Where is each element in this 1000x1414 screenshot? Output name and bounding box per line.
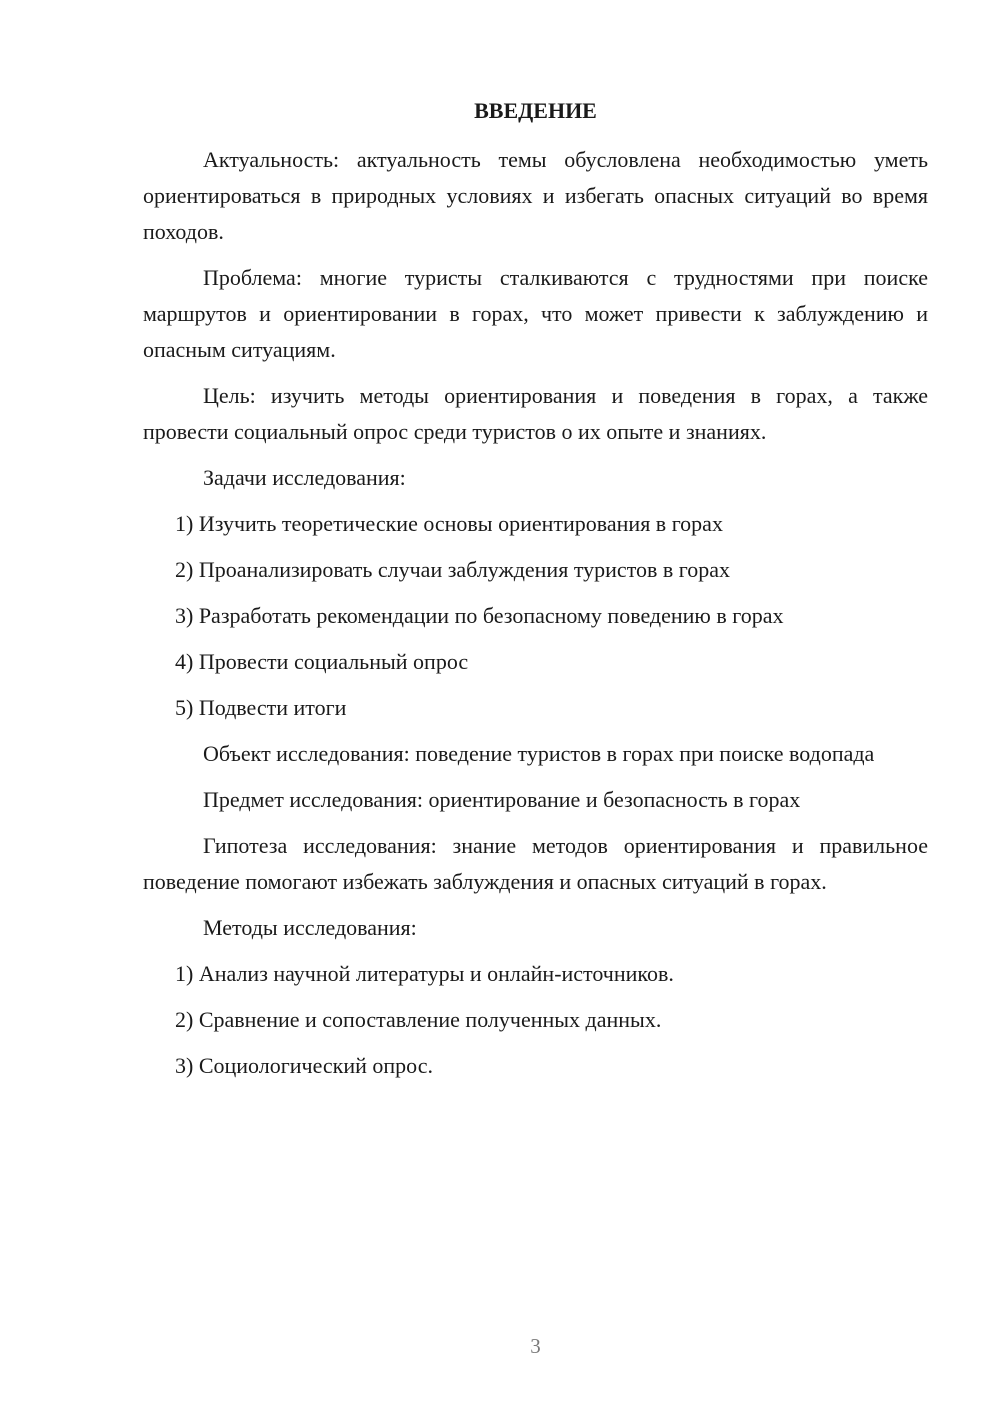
method-item: 1) Анализ научной литературы и онлайн-источников. [175,961,674,986]
task-item: 2) Проанализировать случаи заблуждения туристов в горах [175,557,731,582]
object-paragraph: Объект исследования: поведение туристов в горах при поиске водопада [203,741,875,766]
document-page [143,0,928,1414]
document-body [143,142,928,1094]
subject-paragraph: Предмет исследования: ориентирование и безопасность в горах [203,787,801,812]
hypothesis-paragraph: Гипотеза исследования: знание методов ориентирования и правильное поведение помогают избежать заблуждения и опасных ситуаций в горах. [143,833,928,894]
method-item: 2) Сравнение и сопоставление полученных данных. [175,1007,662,1032]
page-title: ВВЕДЕНИЕ [474,98,597,123]
task-item: 3) Разработать рекомендации по безопасному поведению в горах [175,603,784,628]
page-number: 3 [530,1334,541,1358]
methods-heading: Методы исследования: [203,915,417,940]
task-item: 5) Подвести итоги [175,695,347,720]
goal-paragraph: Цель: изучить методы ориентирования и поведения в горах, а также провести социальный опрос среди туристов о их опыте и знаниях. [143,383,928,444]
tasks-heading: Задачи исследования: [203,465,406,490]
task-item: 4) Провести социальный опрос [175,649,469,674]
relevance-paragraph: Актуальность: актуальность темы обусловлена необходимостью уметь ориентироваться в природных условиях и избегать опасных ситуаций во время походов. [143,147,928,244]
method-item: 3) Социологический опрос. [175,1053,433,1078]
task-item: 1) Изучить теоретические основы ориентирования в горах [175,511,723,536]
problem-paragraph: Проблема: многие туристы сталкиваются с трудностями при поиске маршрутов и ориентировании в горах, что может привести к заблуждению и опасным ситуациям. [143,265,928,362]
